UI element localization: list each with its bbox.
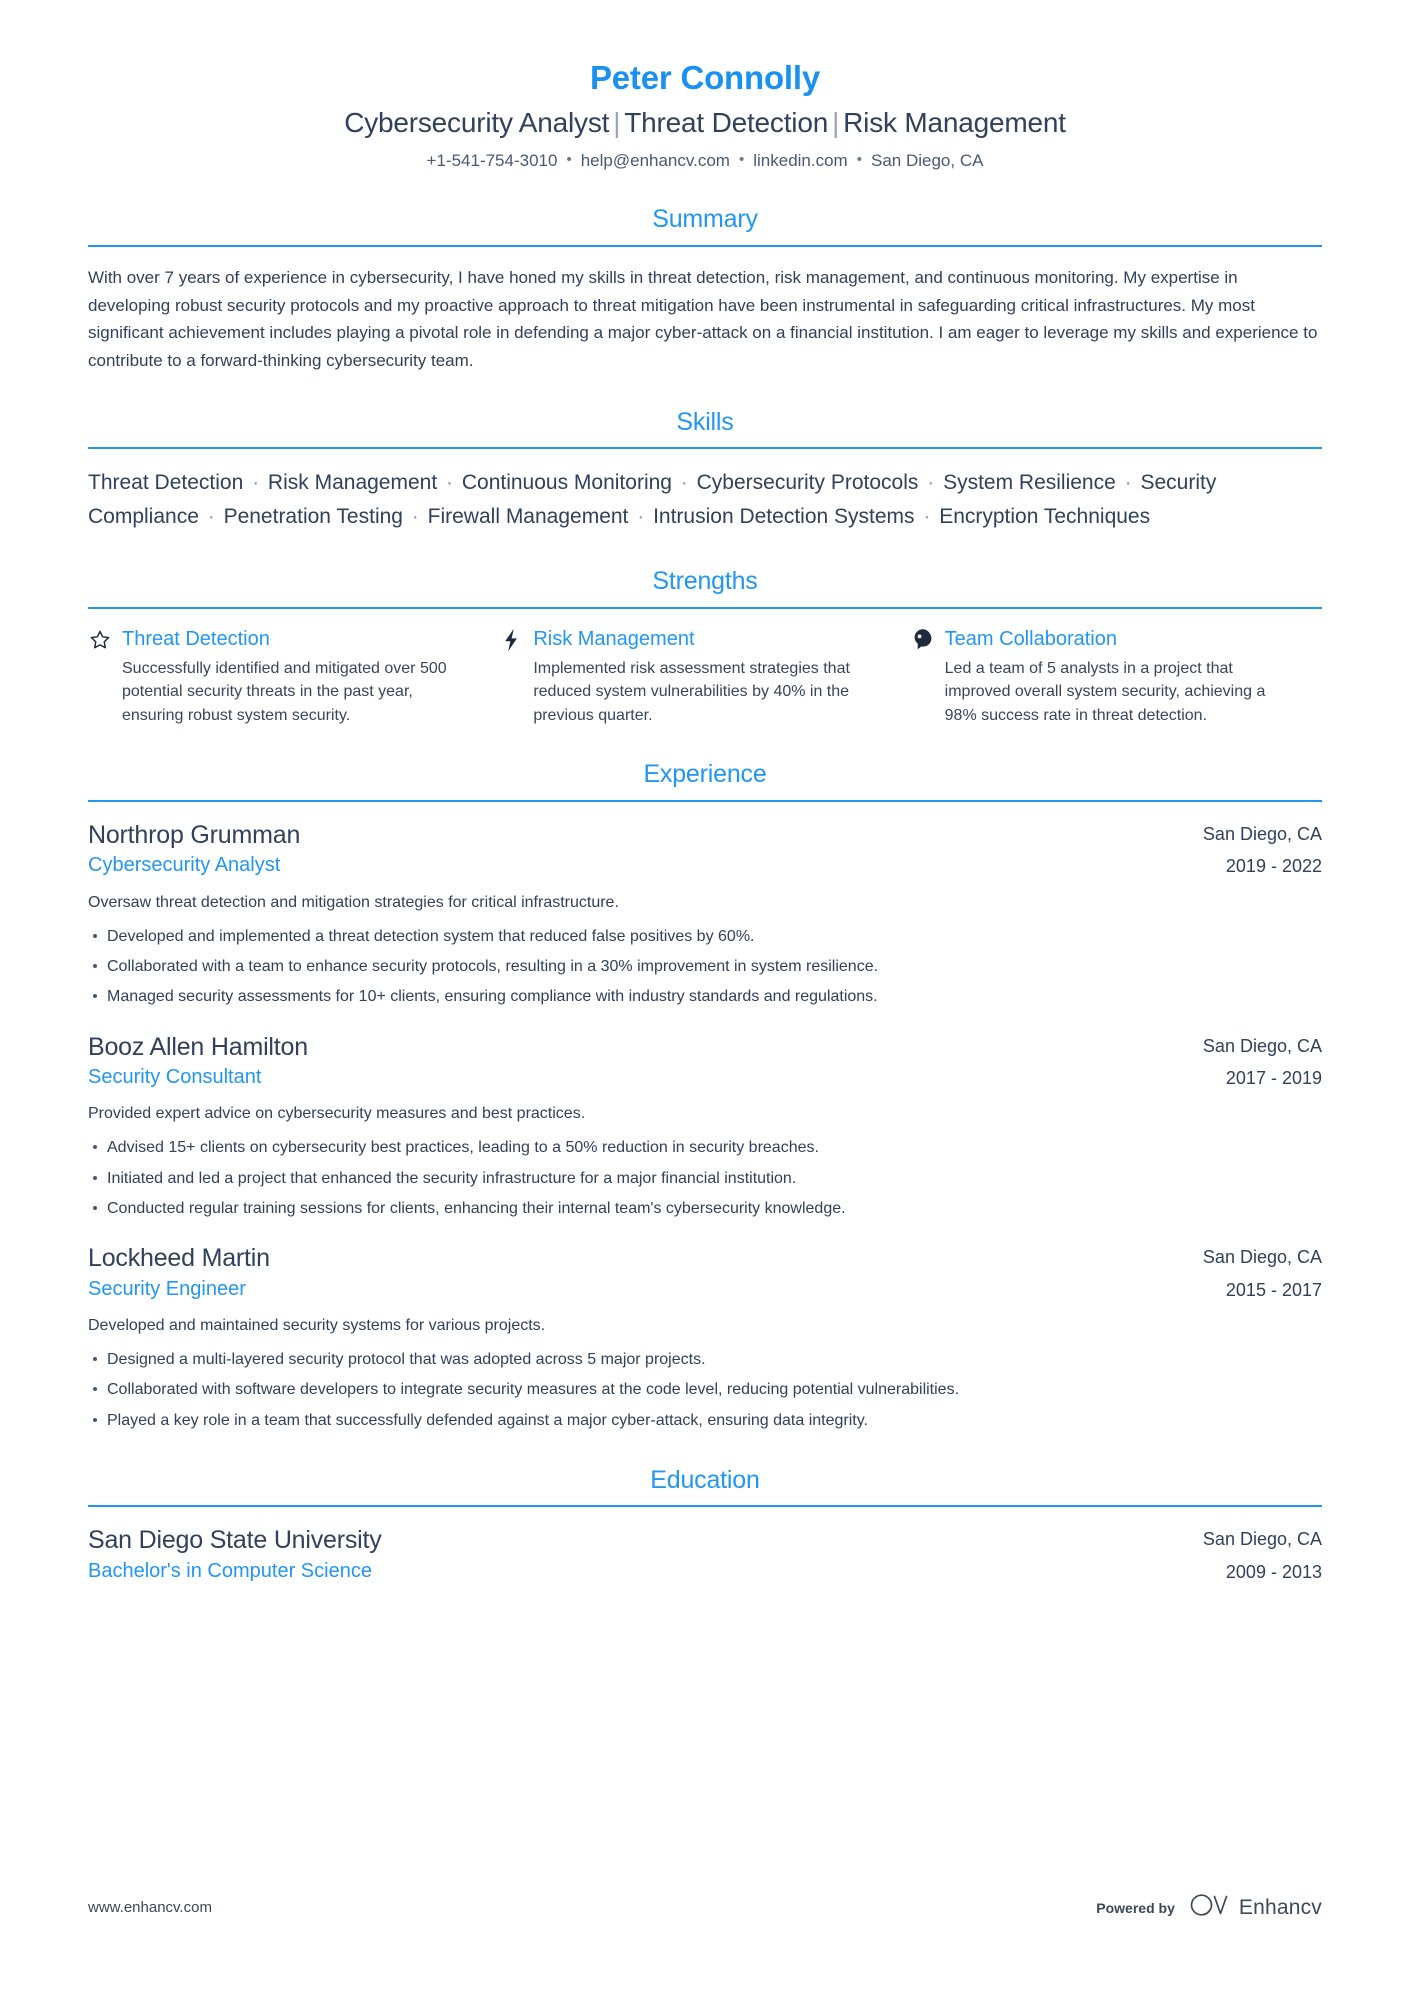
entry-summary: Oversaw threat detection and mitigation strategies for critical infrastructure. <box>88 893 619 911</box>
entry-dates: 2009 - 2013 <box>1225 1561 1322 1582</box>
headline-separator-1: | <box>613 106 621 138</box>
section-skills <box>88 409 1322 535</box>
candidate-name: Peter Connolly <box>589 59 821 96</box>
section-title-strengths: Strengths <box>652 567 758 596</box>
entry-meta-group <box>1203 820 1322 879</box>
contact-separator-2: • <box>738 150 745 168</box>
entry-organization: Booz Allen Hamilton <box>88 1032 308 1061</box>
entry-organization: Northrop Grumman <box>88 820 301 849</box>
strength-header <box>499 627 882 653</box>
headline-part-3: Risk Management <box>843 106 1066 138</box>
education-list <box>88 1525 1322 1584</box>
strength-description: Implemented risk assessment strategies that reduced system vulnerabilities by 40% in the previous quarter. <box>533 659 850 724</box>
strength-description: Led a team of 5 analysts in a project that improved overall system security, achieving a 98% success rate in threat detection. <box>944 659 1266 724</box>
contact-separator-3: • <box>856 150 862 168</box>
skill-separator: · <box>405 505 425 529</box>
entry-location: San Diego, CA <box>1202 1529 1322 1550</box>
footer-website-url[interactable]: www.enhancv.com <box>88 1899 212 1916</box>
entry-summary: Provided expert advice on cybersecurity measures and best practices. <box>88 1105 586 1123</box>
summary-text: With over 7 years of experience in cybersecurity, I have honed my skills in threat detection, risk management, and continuous monitoring. My expertise in developing robust security protocols and my proactive approach to threat mitigation have been instrumental in safeguarding critical infrastructures. My most significant achievement includes playing a pivotal role in defending a major cyber-attack on a financial institution. I am eager to leverage my skills and experience to contribute to a forward-thinking cybersecurity team. <box>88 267 1318 370</box>
section-title-summary: Summary <box>652 205 758 234</box>
head-profile-icon <box>911 627 935 653</box>
strength-item <box>911 627 1322 728</box>
star-icon <box>88 627 112 653</box>
entry-title-group <box>88 1243 1203 1302</box>
section-title-education: Education <box>650 1465 760 1494</box>
strength-title: Team Collaboration <box>944 627 1117 650</box>
skill-item: Firewall Management <box>427 505 629 529</box>
entry-bullet: Conducted regular training sessions for clients, enhancing their internal team's cybersecurity knowledge. <box>88 1197 1322 1221</box>
lightning-bolt-icon <box>499 627 523 653</box>
entry-role: Bachelor's in Computer Science <box>88 1559 372 1582</box>
headline-separator-2: | <box>832 106 840 138</box>
entry-bullet: Initiated and led a project that enhanced the security infrastructure for a major financial institution. <box>88 1167 1322 1191</box>
entry-title-group <box>88 1525 1203 1584</box>
contact-location: San Diego, CA <box>871 150 984 170</box>
entry-title-group <box>88 1032 1203 1091</box>
powered-by-label: Powered by <box>1096 1899 1175 1916</box>
entry-header <box>88 1243 1322 1302</box>
section-divider <box>88 447 1322 449</box>
resume-entry <box>88 1243 1322 1433</box>
entry-organization: San Diego State University <box>88 1526 382 1555</box>
skills-list <box>88 466 1322 534</box>
skill-item: Risk Management <box>267 471 438 495</box>
section-divider <box>88 800 1322 802</box>
entry-bullet: Designed a multi-layered security protocol that was adopted across 5 major projects. <box>88 1348 1322 1372</box>
entry-dates: 2015 - 2017 <box>1225 1279 1322 1300</box>
entry-location: San Diego, CA <box>1202 823 1322 844</box>
skill-separator: · <box>921 471 941 495</box>
contact-email[interactable]: help@enhancv.com <box>580 150 730 170</box>
contact-linkedin[interactable]: linkedin.com <box>753 150 848 170</box>
entry-bullet-list <box>88 1348 1322 1433</box>
skill-separator: · <box>674 471 694 495</box>
experience-list <box>88 820 1322 1433</box>
skill-separator: · <box>440 471 459 495</box>
footer-branding <box>1096 1892 1322 1923</box>
skill-item: Threat Detection <box>88 471 244 495</box>
entry-organization: Lockheed Martin <box>88 1244 270 1273</box>
entry-meta-group <box>1203 1525 1322 1584</box>
contact-line <box>88 149 1322 173</box>
entry-header <box>88 820 1322 879</box>
entry-role: Cybersecurity Analyst <box>88 854 281 877</box>
entry-bullet: Developed and implemented a threat detection system that reduced false positives by 60%. <box>88 925 1322 949</box>
entry-location: San Diego, CA <box>1202 1035 1322 1056</box>
resume-entry <box>88 1032 1322 1222</box>
resume-entry <box>88 820 1322 1010</box>
enhancv-wordmark: Enhancv <box>1238 1895 1322 1919</box>
skill-item: Cybersecurity Protocols <box>696 471 919 495</box>
entry-bullet: Advised 15+ clients on cybersecurity best practices, leading to a 50% reduction in security breaches. <box>88 1136 1322 1160</box>
contact-separator-1: • <box>566 150 572 168</box>
skill-item: Penetration Testing <box>223 505 403 529</box>
entry-meta-group <box>1203 1243 1322 1302</box>
skill-item: System Resilience <box>943 471 1116 495</box>
section-title-skills: Skills <box>676 407 734 436</box>
skill-separator: · <box>246 471 265 495</box>
entry-bullet-list <box>88 925 1322 1010</box>
strength-title: Threat Detection <box>122 627 270 650</box>
strength-header <box>911 627 1294 653</box>
entry-bullet: Collaborated with software developers to integrate security measures at the code level, reducing potential vulnerabilities. <box>88 1378 1322 1402</box>
section-strengths <box>88 568 1322 727</box>
entry-dates: 2019 - 2022 <box>1225 856 1322 877</box>
strength-title: Risk Management <box>533 627 695 650</box>
section-divider <box>88 1505 1322 1507</box>
entry-bullet-list <box>88 1136 1322 1221</box>
section-summary <box>88 206 1322 374</box>
page-footer <box>88 1892 1322 1923</box>
section-divider <box>88 245 1322 247</box>
candidate-headline <box>88 105 1322 140</box>
entry-header <box>88 1525 1322 1584</box>
section-divider <box>88 607 1322 609</box>
entry-bullet: Collaborated with a team to enhance security protocols, resulting in a 30% improvement in system resilience. <box>88 955 1322 979</box>
strength-item <box>499 627 910 728</box>
enhancv-mark-icon <box>1188 1892 1230 1923</box>
resume-entry <box>88 1525 1322 1584</box>
strength-item <box>88 627 499 728</box>
skill-item: Intrusion Detection Systems <box>653 505 915 529</box>
enhancv-logo <box>1188 1892 1322 1923</box>
entry-meta-group <box>1203 1032 1322 1091</box>
skill-separator: · <box>1118 471 1138 495</box>
skill-separator: · <box>631 505 651 529</box>
entry-header <box>88 1032 1322 1091</box>
strength-description: Successfully identified and mitigated over 500 potential security threats in the past year, ensuring robust system security. <box>122 659 447 724</box>
entry-dates: 2017 - 2019 <box>1225 1067 1322 1088</box>
entry-role: Security Engineer <box>88 1277 246 1300</box>
resume-header <box>88 0 1322 172</box>
skill-item: Security Compliance <box>88 471 1217 529</box>
headline-part-1: Cybersecurity Analyst <box>344 106 610 138</box>
entry-location: San Diego, CA <box>1202 1247 1322 1268</box>
skill-item: Continuous Monitoring <box>461 471 672 495</box>
entry-summary: Developed and maintained security systems for various projects. <box>88 1317 546 1334</box>
contact-phone: +1-541-754-3010 <box>426 150 558 170</box>
entry-role: Security Consultant <box>88 1066 262 1088</box>
entry-title-group <box>88 820 1203 879</box>
section-title-experience: Experience <box>643 760 767 789</box>
section-education <box>88 1467 1322 1584</box>
headline-part-2: Threat Detection <box>624 106 829 138</box>
section-experience <box>88 761 1322 1433</box>
skill-separator: · <box>201 505 221 529</box>
skill-separator: · <box>917 505 937 529</box>
strengths-grid <box>88 627 1322 728</box>
entry-bullet: Managed security assessments for 10+ clients, ensuring compliance with industry standards and regulations. <box>88 985 1322 1009</box>
strength-header <box>88 627 471 653</box>
skill-item: Encryption Techniques <box>939 505 1151 529</box>
entry-bullet: Played a key role in a team that successfully defended against a major cyber-attack, ensuring data integrity. <box>88 1409 1322 1433</box>
